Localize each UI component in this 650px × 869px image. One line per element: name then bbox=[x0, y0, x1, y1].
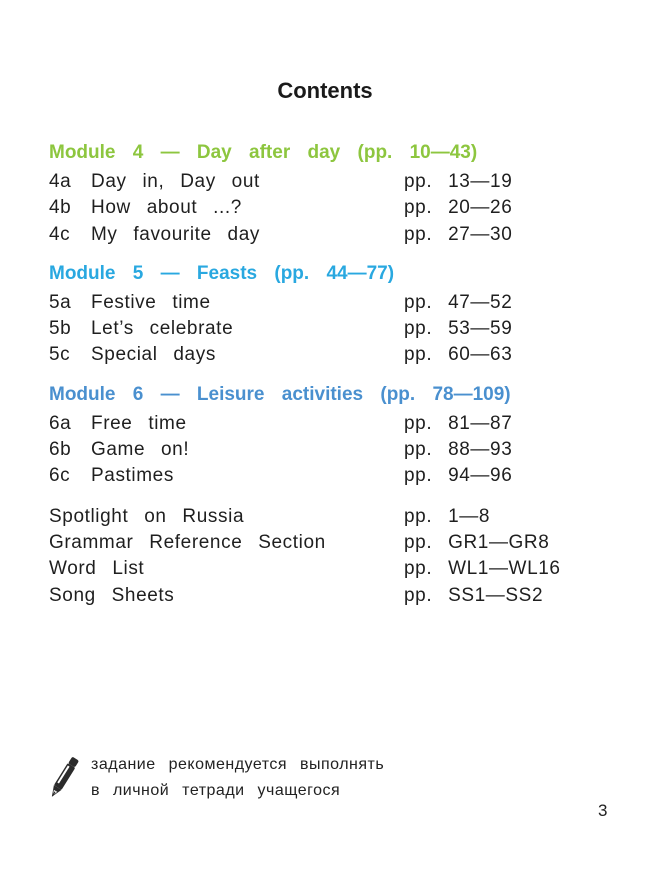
item-code: 5a bbox=[49, 291, 72, 313]
item-code: 5c bbox=[49, 344, 71, 366]
item-code: 4b bbox=[49, 197, 72, 219]
item-title: Word List bbox=[49, 558, 145, 580]
item-title: Song Sheets bbox=[49, 584, 175, 606]
item-title: Let’s celebrate bbox=[91, 318, 234, 340]
module-4-heading[interactable]: Module 4 — Day after day (pp. 10—43) bbox=[49, 142, 478, 163]
module-6-heading[interactable]: Module 6 — Leisure activities (pp. 78—109) bbox=[49, 383, 511, 405]
toc-row-4b[interactable] bbox=[49, 195, 609, 221]
item-title: Spotlight on Russia bbox=[49, 505, 245, 527]
workbook-note bbox=[47, 752, 467, 808]
item-code: 5b bbox=[49, 318, 72, 340]
page-title: Contents bbox=[277, 78, 373, 103]
note-text bbox=[91, 752, 384, 804]
item-pages: pp. WL1—WL16 bbox=[404, 558, 561, 580]
item-pages: pp. 53—59 bbox=[404, 318, 513, 340]
toc-row-spotlight-on-russia[interactable] bbox=[49, 504, 609, 530]
item-pages: pp. 94—96 bbox=[404, 465, 513, 487]
toc-row-4c[interactable] bbox=[49, 222, 609, 248]
item-title: Game on! bbox=[91, 439, 190, 461]
toc-row-5b[interactable] bbox=[49, 316, 609, 342]
toc-row-4a[interactable] bbox=[49, 169, 609, 195]
item-pages: pp. SS1—SS2 bbox=[404, 584, 544, 606]
item-code: 4c bbox=[49, 223, 71, 245]
item-title: Pastimes bbox=[91, 465, 174, 487]
item-title: Grammar Reference Section bbox=[49, 531, 326, 553]
item-pages: pp. 27—30 bbox=[404, 223, 513, 245]
table-of-contents bbox=[49, 140, 609, 609]
item-pages: pp. 47—52 bbox=[404, 291, 513, 313]
toc-row-5c[interactable] bbox=[49, 342, 609, 368]
toc-row-5a[interactable] bbox=[49, 290, 609, 316]
item-code: 6a bbox=[49, 412, 72, 434]
item-pages: pp. 20—26 bbox=[404, 197, 513, 219]
toc-row-grammar-reference[interactable] bbox=[49, 530, 609, 556]
toc-row-song-sheets[interactable] bbox=[49, 583, 609, 609]
item-pages: pp. GR1—GR8 bbox=[404, 531, 550, 553]
item-pages: pp. 13—19 bbox=[404, 171, 513, 192]
toc-row-6a[interactable] bbox=[49, 411, 609, 437]
item-code: 4a bbox=[49, 171, 72, 192]
item-code: 6b bbox=[49, 439, 72, 461]
item-title: Free time bbox=[91, 412, 187, 434]
item-pages: pp. 81—87 bbox=[404, 412, 513, 434]
note-line-2: в личной тетради учащегося bbox=[91, 782, 341, 799]
item-title: How about ...? bbox=[91, 197, 242, 219]
module-5-heading[interactable]: Module 5 — Feasts (pp. 44—77) bbox=[49, 262, 395, 284]
item-title: My favourite day bbox=[91, 223, 260, 245]
note-line-1: задание рекомендуется выполнять bbox=[91, 756, 385, 773]
item-pages: pp. 1—8 bbox=[404, 505, 491, 527]
item-title: Festive time bbox=[91, 291, 211, 313]
item-pages: pp. 60—63 bbox=[404, 344, 513, 366]
item-title: Special days bbox=[91, 344, 216, 366]
item-code: 6c bbox=[49, 465, 71, 487]
item-pages: pp. 88—93 bbox=[404, 439, 513, 461]
pen-icon bbox=[47, 752, 79, 806]
item-title: Day in, Day out bbox=[91, 171, 260, 192]
toc-row-6b[interactable] bbox=[49, 437, 609, 463]
page-number: 3 bbox=[598, 801, 608, 820]
toc-row-6c[interactable] bbox=[49, 463, 609, 489]
toc-row-word-list[interactable] bbox=[49, 556, 609, 582]
